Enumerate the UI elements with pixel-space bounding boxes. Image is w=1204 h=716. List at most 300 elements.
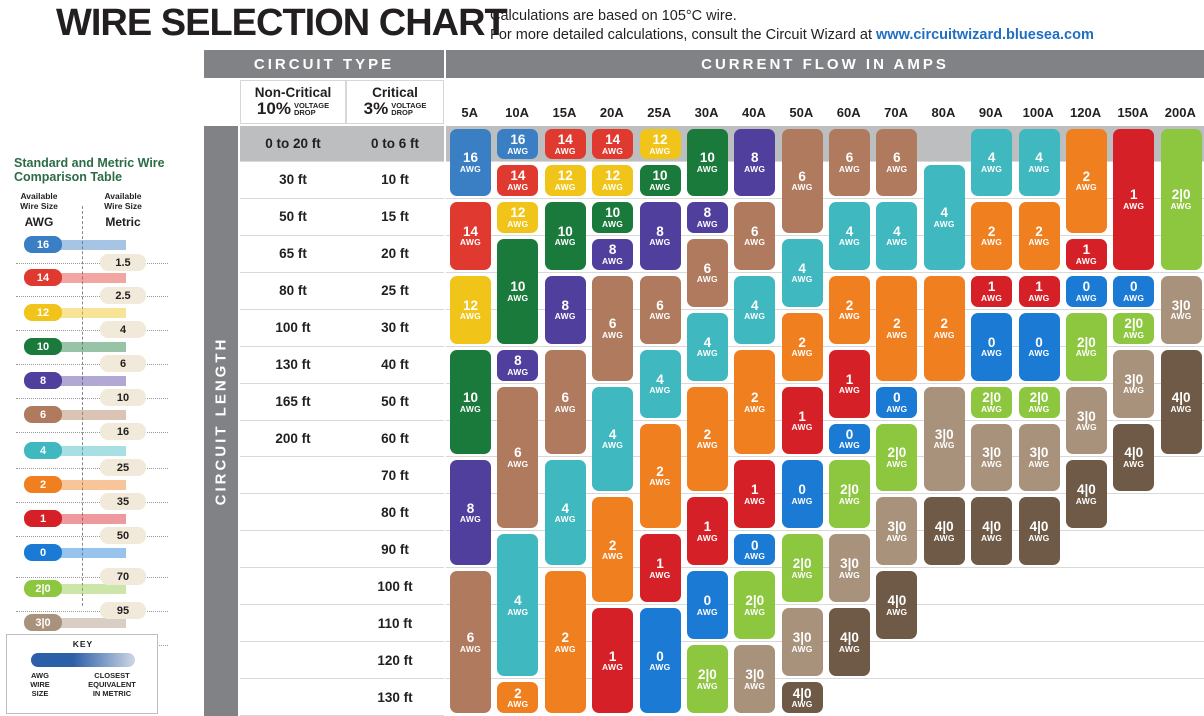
gauge-unit: AWG — [1123, 458, 1145, 469]
gauge-unit: AWG — [838, 569, 861, 580]
gauge-value: 10 — [557, 223, 573, 239]
table-row — [240, 310, 444, 347]
length-critical-8: 60 ft — [346, 421, 444, 458]
side-metric-chip-16: 16 — [100, 423, 146, 440]
side-metric-chip-50: 50 — [100, 527, 146, 544]
side-col2-unit: Metric — [105, 215, 141, 229]
gauge-bar-30a-2[interactable] — [687, 387, 728, 492]
gauge-unit: AWG — [933, 329, 955, 340]
side-awg-chip-2: 2 — [24, 476, 62, 493]
gauge-bar-20a-12[interactable] — [592, 165, 633, 196]
subheader-critical — [346, 80, 444, 124]
gauge-unit: AWG — [886, 606, 908, 617]
gauge-bar-10a-4[interactable] — [497, 534, 538, 676]
gauge-bar-70a-4[interactable] — [876, 202, 917, 270]
amp-column-10a — [493, 126, 540, 716]
gauge-unit: AWG — [838, 440, 861, 451]
noncritical-pct: 10% — [256, 99, 291, 119]
side-metric-chip-6: 6 — [100, 355, 146, 372]
gauge-bar-30a-8[interactable] — [687, 202, 728, 233]
gauge-unit: AWG — [933, 440, 955, 451]
side-metric-chip-70: 70 — [100, 568, 146, 585]
gauge-value: 4 — [750, 297, 759, 313]
gauge-value: 0 — [750, 537, 759, 553]
gauge-bar-60a-0[interactable] — [829, 424, 870, 455]
gauge-value: 2|0 — [1124, 316, 1144, 332]
gauge-bar-10a-16[interactable] — [497, 129, 538, 159]
gauge-bar-30a-10[interactable] — [687, 129, 728, 196]
gauge-bar-120a-2[interactable] — [1066, 129, 1107, 233]
gauge-unit: AWG — [459, 311, 482, 322]
gauge-unit: AWG — [649, 569, 671, 580]
gauge-unit: AWG — [981, 532, 1003, 543]
amp-header-10a: 10A — [505, 105, 529, 120]
gauge-bar-100a-3-0[interactable] — [1019, 424, 1060, 492]
amp-column-100a — [1015, 126, 1062, 716]
gauge-bar-50a-2-0[interactable] — [782, 534, 823, 602]
gauge-bar-25a-10[interactable] — [640, 165, 681, 196]
gauge-bar-40a-8[interactable] — [734, 129, 775, 196]
gauge-unit: AWG — [649, 145, 671, 156]
gauge-value: 12 — [462, 297, 479, 313]
side-awg-chip-6: 6 — [24, 406, 62, 423]
gauge-bar-25a-2[interactable] — [640, 424, 681, 529]
length-critical-0: 0 to 6 ft — [346, 126, 444, 162]
gauge-unit: AWG — [744, 606, 766, 617]
gauge-value: 1 — [1129, 187, 1138, 203]
amp-header-5a: 5A — [461, 105, 478, 120]
gauge-bar-15a-6[interactable] — [545, 350, 586, 455]
page-title: WIRE SELECTION CHART — [56, 2, 507, 44]
gauge-unit: AWG — [602, 440, 624, 451]
gauge-unit: AWG — [507, 606, 529, 617]
gauge-bar-150a-0[interactable] — [1113, 276, 1154, 307]
gauge-bar-5a-10[interactable] — [450, 350, 491, 455]
gauge-unit: AWG — [649, 477, 671, 488]
gauge-value: 12 — [652, 132, 668, 147]
gauge-value: 2 — [656, 463, 664, 479]
gauge-unit: AWG — [791, 495, 813, 506]
side-metric-chip-35: 35 — [100, 493, 146, 510]
gauge-bar-120a-1[interactable] — [1066, 239, 1107, 270]
gauge-unit: AWG — [649, 181, 671, 192]
gauge-value: 6 — [561, 390, 569, 406]
side-metric-chip-4: 4 — [100, 321, 146, 338]
gauge-unit: AWG — [1170, 403, 1192, 414]
gauge-bar-200a-2-0[interactable] — [1161, 129, 1202, 270]
gauge-unit: AWG — [696, 680, 718, 691]
length-noncritical-9 — [240, 457, 346, 494]
gauge-value: 6 — [750, 223, 759, 239]
gauge-bar-100a-0[interactable] — [1019, 313, 1060, 381]
gauge-bar-90a-1[interactable] — [971, 276, 1012, 307]
gauge-value: 2 — [1082, 168, 1091, 184]
amp-column-120a — [1062, 126, 1109, 716]
gauge-unit: AWG — [507, 458, 529, 469]
table-row — [240, 421, 444, 458]
gauge-bar-100a-2[interactable] — [1019, 202, 1060, 270]
gauge-value: 3|0 — [1076, 408, 1096, 424]
gauge-bar-60a-6[interactable] — [829, 129, 870, 196]
side-col1-header-line1: Available — [20, 191, 58, 201]
gauge-unit: AWG — [886, 329, 908, 340]
gauge-bar-50a-4[interactable] — [782, 239, 823, 307]
table-row — [240, 273, 444, 310]
gauge-unit: AWG — [507, 699, 529, 710]
gauge-bar-30a-2-0[interactable] — [687, 645, 728, 713]
gauge-unit: AWG — [744, 403, 766, 414]
gauge-unit: AWG — [1170, 200, 1192, 211]
gauge-value: 14 — [557, 132, 573, 147]
gauge-bar-70a-0[interactable] — [876, 387, 917, 418]
side-connector — [60, 273, 126, 283]
gauge-bar-80a-2[interactable] — [924, 276, 965, 381]
gauge-value: 6 — [514, 445, 522, 461]
side-awg-chip-12: 12 — [24, 304, 62, 321]
gauge-bar-200a-4-0[interactable] — [1161, 350, 1202, 455]
gauge-bar-10a-6[interactable] — [497, 387, 538, 529]
gauge-bar-20a-10[interactable] — [592, 202, 633, 233]
amp-header-120a: 120A — [1070, 105, 1102, 120]
gauge-bar-50a-2[interactable] — [782, 313, 823, 381]
gauge-unit: AWG — [791, 274, 813, 285]
gauge-bar-10a-2[interactable] — [497, 682, 538, 713]
noncritical-drop: VOLTAGE DROP — [293, 100, 330, 118]
gauge-unit: AWG — [602, 662, 624, 673]
gauge-bar-100a-4[interactable] — [1019, 129, 1060, 196]
gauge-value: 2 — [893, 316, 901, 332]
gauge-bar-40a-4[interactable] — [734, 276, 775, 344]
gauge-bar-60a-2[interactable] — [829, 276, 870, 344]
side-table-divider — [82, 206, 83, 606]
gauge-unit: AWG — [459, 403, 482, 414]
amp-column-5a — [446, 126, 493, 716]
gauge-bar-60a-1[interactable] — [829, 350, 870, 418]
gauge-unit: AWG — [886, 163, 908, 174]
gauge-value: 3|0 — [792, 630, 812, 646]
length-critical-12: 100 ft — [346, 568, 444, 605]
gauge-bar-5a-12[interactable] — [450, 276, 491, 344]
length-noncritical-4: 80 ft — [240, 273, 346, 310]
gauge-bar-60a-2-0[interactable] — [829, 460, 870, 528]
gauge-bar-15a-2[interactable] — [545, 571, 586, 713]
gauge-bar-15a-14[interactable] — [545, 129, 586, 159]
gauge-value: 1 — [656, 556, 664, 572]
gauge-unit: AWG — [791, 182, 813, 193]
gauge-unit: AWG — [791, 422, 813, 433]
gauge-unit: AWG — [981, 458, 1003, 469]
gauge-bar-20a-4[interactable] — [592, 387, 633, 492]
gauge-value: 6 — [608, 316, 617, 332]
gauge-value: 8 — [466, 500, 475, 516]
gauge-unit: AWG — [981, 237, 1003, 248]
gauge-bar-50a-1[interactable] — [782, 387, 823, 455]
gauge-unit: AWG — [1075, 495, 1097, 506]
header-circuit-type: CIRCUIT TYPE — [204, 50, 444, 78]
amp-column-30a — [683, 126, 730, 716]
gauge-bar-25a-4[interactable] — [640, 350, 681, 418]
gauge-bar-90a-4-0[interactable] — [971, 497, 1012, 565]
gauge-bar-120a-2-0[interactable] — [1066, 313, 1107, 381]
gauge-unit: AWG — [649, 237, 671, 248]
gauge-value: 12 — [605, 168, 621, 184]
gauge-bar-50a-6[interactable] — [782, 129, 823, 233]
gauge-bar-15a-10[interactable] — [545, 202, 586, 270]
gauge-bar-70a-6[interactable] — [876, 129, 917, 196]
gauge-value: 4 — [987, 150, 996, 166]
gauge-bar-70a-4-0[interactable] — [876, 571, 917, 639]
length-critical-2: 15 ft — [346, 199, 444, 236]
gauge-bar-150a-3-0[interactable] — [1113, 350, 1154, 418]
gauge-bar-90a-0[interactable] — [971, 313, 1012, 381]
gauge-bar-50a-4-0[interactable] — [782, 682, 823, 713]
amp-header-150a: 150A — [1117, 105, 1149, 120]
gauge-unit: AWG — [602, 145, 624, 156]
side-connector — [60, 514, 126, 524]
amp-header-50a: 50A — [789, 105, 814, 120]
gauge-bar-20a-1[interactable] — [592, 608, 633, 713]
gauge-bar-10a-10[interactable] — [497, 239, 538, 344]
gauge-bar-40a-2-0[interactable] — [734, 571, 775, 639]
amp-header-100a: 100A — [1022, 105, 1054, 120]
gauge-value: 4 — [561, 500, 569, 516]
table-row — [240, 494, 444, 531]
gauge-unit: AWG — [1028, 403, 1050, 414]
gauge-unit: AWG — [507, 218, 529, 229]
gauge-bar-20a-6[interactable] — [592, 276, 633, 381]
gauge-bar-10a-8[interactable] — [497, 350, 538, 381]
side-connector — [60, 308, 126, 318]
gauge-bar-100a-2-0[interactable] — [1019, 387, 1060, 418]
gauge-value: 16 — [510, 132, 526, 147]
side-awg-chip-8: 8 — [24, 372, 62, 389]
gauge-bar-70a-3-0[interactable] — [876, 497, 917, 565]
gauge-bar-150a-1[interactable] — [1113, 129, 1154, 270]
gauge-unit: AWG — [981, 403, 1003, 414]
gauge-value: 4 — [893, 223, 901, 239]
subtitle-wizard-text: For more detailed calculations, consult the Circuit Wizard at — [490, 27, 877, 43]
gauge-unit: AWG — [507, 292, 529, 303]
gauge-bar-20a-14[interactable] — [592, 129, 633, 159]
side-connector — [60, 376, 126, 386]
subtitle-calculations: Calculations are based on 105°C wire. — [490, 8, 737, 24]
gauge-unit: AWG — [696, 274, 718, 285]
gauge-bar-15a-4[interactable] — [545, 460, 586, 565]
gauge-bar-50a-3-0[interactable] — [782, 608, 823, 676]
circuit-wizard-link[interactable]: www.circuitwizard.bluesea.com — [876, 27, 1094, 43]
amp-column-150a — [1109, 126, 1156, 716]
gauge-value: 0 — [893, 390, 901, 406]
gauge-bar-40a-3-0[interactable] — [734, 645, 775, 713]
gauge-bar-100a-1[interactable] — [1019, 276, 1060, 307]
gauge-bar-200a-3-0[interactable] — [1161, 276, 1202, 344]
gauge-unit: AWG — [554, 514, 576, 525]
table-row — [240, 347, 444, 384]
gauge-unit: AWG — [649, 662, 671, 673]
gauge-bar-25a-6[interactable] — [640, 276, 681, 344]
gauge-unit: AWG — [459, 643, 482, 654]
side-col2-header-line2: Wire Size — [104, 200, 142, 211]
gauge-unit: AWG — [1123, 292, 1145, 303]
gauge-value: 4 — [514, 593, 522, 609]
gauge-bar-150a-2-0[interactable] — [1113, 313, 1154, 344]
gauge-bar-90a-4[interactable] — [971, 129, 1012, 196]
gauge-unit: AWG — [1028, 348, 1050, 359]
gauge-value: 4|0 — [1124, 445, 1144, 461]
circuit-length-axis-label: CIRCUIT LENGTH — [212, 336, 230, 506]
table-row — [240, 457, 444, 494]
length-noncritical-5: 100 ft — [240, 310, 346, 347]
gauge-bar-100a-4-0[interactable] — [1019, 497, 1060, 565]
gauge-bar-5a-14[interactable] — [450, 202, 491, 270]
amp-header-90a: 90A — [978, 105, 1003, 120]
table-row — [240, 162, 444, 199]
table-row — [240, 236, 444, 273]
gauge-unit: AWG — [649, 385, 671, 396]
gauge-bar-90a-3-0[interactable] — [971, 424, 1012, 492]
gauge-bar-40a-6[interactable] — [734, 202, 775, 270]
amp-column-headers — [446, 80, 1204, 124]
side-col1-header — [8, 192, 70, 212]
gauge-bar-40a-0[interactable] — [734, 534, 775, 565]
amp-column-60a — [825, 126, 872, 716]
gauge-unit: AWG — [602, 329, 624, 340]
gauge-unit: AWG — [1028, 163, 1050, 174]
gauge-value: 2 — [608, 537, 617, 553]
gauge-bar-5a-6[interactable] — [450, 571, 491, 713]
gauge-bar-25a-0[interactable] — [640, 608, 681, 713]
gauge-value: 1 — [798, 408, 806, 424]
gauge-value: 3|0 — [934, 426, 954, 442]
gauge-unit: AWG — [1170, 311, 1192, 322]
gauge-bar-70a-2[interactable] — [876, 276, 917, 381]
gauge-bar-10a-14[interactable] — [497, 165, 538, 196]
gauge-value: 8 — [703, 205, 712, 221]
gauge-unit: AWG — [838, 237, 861, 248]
gauge-value: 2 — [1035, 223, 1043, 239]
gauge-unit: AWG — [886, 237, 908, 248]
gauge-value: 2 — [703, 426, 712, 442]
key-gradient-bar — [31, 653, 135, 667]
gauge-bar-25a-1[interactable] — [640, 534, 681, 602]
gauge-bar-25a-8[interactable] — [640, 202, 681, 270]
gauge-value: 3|0 — [1124, 371, 1144, 387]
gauge-bar-60a-4-0[interactable] — [829, 608, 870, 676]
gauge-value: 6 — [798, 168, 806, 184]
gauge-value: 8 — [561, 297, 569, 313]
gauge-value: 4|0 — [1171, 390, 1191, 406]
gauge-unit: AWG — [744, 495, 766, 506]
gauge-value: 14 — [510, 168, 526, 184]
length-noncritical-14 — [240, 642, 346, 679]
gauge-bar-20a-8[interactable] — [592, 239, 633, 270]
gauge-bar-120a-0[interactable] — [1066, 276, 1107, 307]
amp-header-15a: 15A — [552, 105, 577, 120]
length-noncritical-15 — [240, 679, 346, 716]
gauge-value: 6 — [703, 260, 712, 276]
gauge-value: 3|0 — [745, 667, 765, 683]
gauge-bar-40a-2[interactable] — [734, 350, 775, 455]
gauge-unit: AWG — [838, 495, 861, 506]
side-awg-chip-2-0: 2|0 — [24, 580, 62, 597]
gauge-bar-40a-1[interactable] — [734, 460, 775, 528]
gauge-value: 4|0 — [792, 685, 812, 701]
gauge-bar-30a-6[interactable] — [687, 239, 728, 307]
gauge-unit: AWG — [933, 218, 955, 229]
gauge-bar-80a-4[interactable] — [924, 165, 965, 270]
length-critical-13: 110 ft — [346, 605, 444, 642]
gauge-unit: AWG — [602, 551, 624, 562]
amp-header-25a: 25A — [647, 105, 672, 120]
gauge-bar-80a-4-0[interactable] — [924, 497, 965, 565]
side-connector — [60, 410, 126, 420]
gauge-bar-90a-2-0[interactable] — [971, 387, 1012, 418]
gauge-bar-5a-8[interactable] — [450, 460, 491, 565]
amp-column-40a — [730, 126, 777, 716]
critical-pct: 3% — [363, 99, 389, 119]
gauge-value: 14 — [462, 223, 479, 239]
gauge-bar-80a-3-0[interactable] — [924, 387, 965, 492]
amp-column-50a — [778, 126, 825, 716]
gauge-unit: AWG — [981, 292, 1003, 303]
side-awg-chip-0: 0 — [24, 544, 62, 561]
gauge-value: 3|0 — [887, 519, 907, 535]
side-metric-chip-2.5: 2.5 — [100, 287, 146, 304]
gauge-value: 2|0 — [1076, 334, 1096, 350]
gauge-bar-15a-12[interactable] — [545, 165, 586, 196]
table-row — [240, 679, 444, 716]
critical-drop: VOLTAGE DROP — [391, 100, 427, 118]
gauge-unit: AWG — [1028, 458, 1050, 469]
gauge-bar-150a-4-0[interactable] — [1113, 424, 1154, 492]
subtitle-wizard — [490, 27, 1094, 43]
length-critical-9: 70 ft — [346, 457, 444, 494]
gauge-bar-20a-2[interactable] — [592, 497, 633, 602]
gauge-bar-30a-1[interactable] — [687, 497, 728, 565]
wire-comparison-table — [0, 156, 196, 716]
gauge-value: 8 — [750, 150, 759, 166]
gauge-bar-50a-0[interactable] — [782, 460, 823, 528]
gauge-bar-25a-12[interactable] — [640, 129, 681, 159]
side-col2-header-line1: Available — [104, 191, 142, 201]
length-noncritical-1: 30 ft — [240, 162, 346, 199]
gauge-unit: AWG — [459, 163, 482, 174]
length-noncritical-13 — [240, 605, 346, 642]
gauge-value: 8 — [514, 353, 522, 369]
key-right-caption: CLOSEST EQUIVALENT IN METRIC — [88, 671, 136, 698]
gauge-bar-60a-4[interactable] — [829, 202, 870, 270]
gauge-value: 2 — [798, 334, 806, 350]
gauge-bar-60a-3-0[interactable] — [829, 534, 870, 602]
gauge-bar-15a-8[interactable] — [545, 276, 586, 344]
amp-column-200a — [1157, 126, 1204, 716]
key-left-caption: AWG WIRE SIZE — [30, 671, 50, 698]
gauge-bar-120a-4-0[interactable] — [1066, 460, 1107, 528]
gauge-bar-10a-12[interactable] — [497, 202, 538, 233]
gauge-bar-30a-4[interactable] — [687, 313, 728, 381]
gauge-bar-90a-2[interactable] — [971, 202, 1012, 270]
length-critical-11: 90 ft — [346, 531, 444, 568]
gauge-unit: AWG — [1075, 422, 1097, 433]
gauge-value: 6 — [845, 150, 854, 166]
side-awg-chip-1: 1 — [24, 510, 62, 527]
gauge-unit: AWG — [1028, 532, 1050, 543]
gauge-bar-grid — [446, 126, 1204, 716]
gauge-bar-120a-3-0[interactable] — [1066, 387, 1107, 455]
gauge-bar-30a-0[interactable] — [687, 571, 728, 639]
gauge-bar-70a-2-0[interactable] — [876, 424, 917, 492]
gauge-bar-5a-16[interactable] — [450, 129, 491, 196]
